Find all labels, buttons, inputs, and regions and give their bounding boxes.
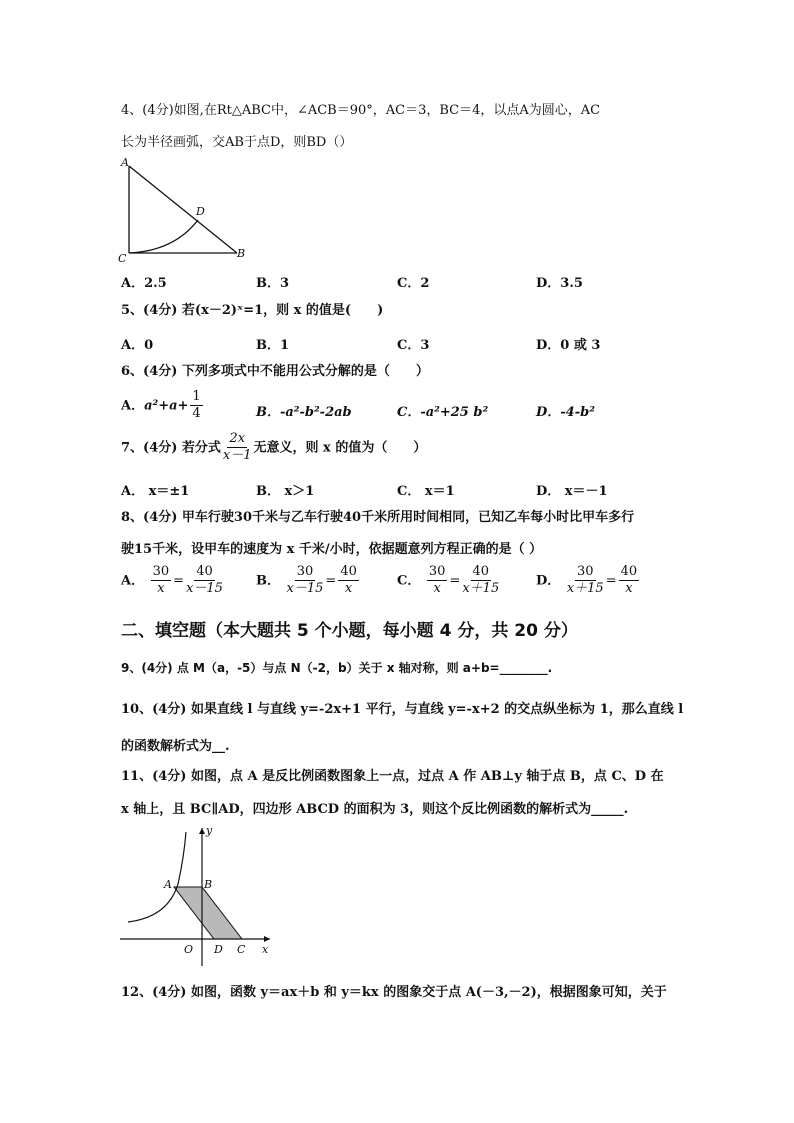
q8-d-ln: 30 xyxy=(575,565,596,581)
q8-d-ld: x＋15 xyxy=(566,581,604,597)
q5-option-b[interactable]: B．1 xyxy=(256,338,290,353)
q6-a-fraction xyxy=(190,390,202,422)
q10-line1: 10、(4分) 如果直线 l 与直线 y=-2x+1 平行，与直线 y=-x+2 的交点纵坐标为 1，那么直线 l xyxy=(121,702,684,717)
q8-b-rn: 40 xyxy=(338,565,359,581)
q6-text: 6、(4分) 下列多项式中不能用公式分解的是（ ） xyxy=(121,364,429,379)
q8-a-label: A． xyxy=(121,573,145,589)
q6-a-expr: a²+a+ xyxy=(144,398,189,414)
q4-triangle-figure xyxy=(112,156,262,266)
q4-line2: 长为半径画弧，交AB于点D，则BD（） xyxy=(121,135,353,150)
q7-den: x－1 xyxy=(222,448,252,464)
q8-option-a[interactable] xyxy=(121,565,225,597)
q6-option-b[interactable]: B．-a²-b²-2ab xyxy=(256,405,352,420)
q4-line1: 4、(4分)如图,在Rt△ABC中，∠ACB＝90°，AC＝3，BC＝4，以点A为圆心，AC xyxy=(121,103,601,118)
q4-option-b[interactable]: B．3 xyxy=(256,276,290,291)
q10-line2: 的函数解析式为__. xyxy=(121,739,230,754)
q8-a-rd: x－15 xyxy=(186,581,223,597)
section-2-heading: 二、填空题（本大题共 5 个小题，每小题 4 分，共 20 分） xyxy=(121,621,578,641)
q6-a-den: 4 xyxy=(192,406,201,422)
q7-pre: 7、(4分) 若分式 xyxy=(121,440,221,456)
q6-option-a[interactable] xyxy=(121,390,205,422)
q12-text: 12、(4分) 如图，函数 y＝ax＋b 和 y＝kx 的图象交于点 A(－3,－2)，根据图象可知，关于 xyxy=(121,985,667,1000)
q5-option-c[interactable]: C．3 xyxy=(397,338,430,353)
label-a: A xyxy=(164,878,172,891)
arc-cd xyxy=(129,220,198,253)
shaded-parallelogram xyxy=(174,887,242,939)
q8-b-ld: x－15 xyxy=(286,581,324,597)
q8-b-label: B． xyxy=(256,573,280,589)
q4-option-d[interactable]: D．3.5 xyxy=(536,276,583,291)
q11-line1: 11、(4分) 如图，点 A 是反比例函数图象上一点，过点 A 作 AB⊥y 轴于点 B，点 C、D 在 xyxy=(121,769,664,784)
q11-hyperbola-figure xyxy=(116,822,281,970)
label-d: D xyxy=(196,205,205,218)
q8-b-ln: 30 xyxy=(295,565,316,581)
label-b: B xyxy=(237,247,246,260)
q8-d-rn: 40 xyxy=(619,565,640,581)
q6-option-c[interactable]: C．-a²+25 b² xyxy=(397,405,489,420)
x-axis-arrow xyxy=(264,936,270,942)
y-axis-arrow xyxy=(199,828,205,834)
q8-option-c[interactable] xyxy=(397,565,501,597)
label-d: D xyxy=(214,943,223,956)
label-a: A xyxy=(121,156,129,169)
q7-fraction xyxy=(223,432,252,464)
q8-a-eq: = xyxy=(173,573,185,589)
label-y: y xyxy=(206,824,213,837)
q8-a-rn: 40 xyxy=(194,565,215,581)
q8-a-ln: 30 xyxy=(151,565,172,581)
q8-a-right-fraction xyxy=(186,565,223,597)
q8-c-label: C． xyxy=(397,573,421,589)
label-b: B xyxy=(204,878,213,891)
label-x: x xyxy=(262,943,269,956)
q8-c-rn: 40 xyxy=(471,565,492,581)
q8-b-eq: = xyxy=(325,573,337,589)
q8-c-right-fraction xyxy=(462,565,499,597)
q4-option-a[interactable]: A．2.5 xyxy=(121,276,167,291)
label-c: C xyxy=(118,252,127,265)
q8-c-ln: 30 xyxy=(427,565,448,581)
q7-option-b[interactable]: B． x＞1 xyxy=(256,484,315,499)
q8-option-d[interactable] xyxy=(536,565,641,597)
q8-d-eq: = xyxy=(605,573,617,589)
q8-option-b[interactable] xyxy=(256,565,361,597)
q7-post: 无意义，则 x 的值为（ ） xyxy=(253,440,427,456)
q7-text xyxy=(121,432,426,464)
q8-b-left-fraction xyxy=(287,565,324,597)
q8-b-right-fraction xyxy=(338,565,359,597)
q6-a-num: 1 xyxy=(190,390,202,406)
q8-c-left-fraction xyxy=(427,565,448,597)
q8-line1: 8、(4分) 甲车行驶30千米与乙车行驶40千米所用时间相同，已知乙车每小时比甲车多行 xyxy=(121,510,635,525)
q9-text: 9、(4分) 点 M（a，-5）与点 N（-2，b）关于 x 轴对称，则 a+b=________. xyxy=(121,661,553,675)
q11-line2: x 轴上，且 BC∥AD，四边形 ABCD 的面积为 3，则这个反比例函数的解析式为_____. xyxy=(121,802,629,817)
q4-option-c[interactable]: C．2 xyxy=(397,276,430,291)
q6-a-label: A． xyxy=(121,398,145,414)
q8-line2: 驶15千米，设甲车的速度为 x 千米/小时，依据题意列方程正确的是（ ） xyxy=(121,542,543,557)
label-c: C xyxy=(237,943,246,956)
q8-b-rd: x xyxy=(344,581,353,597)
q8-c-eq: = xyxy=(449,573,461,589)
q8-c-rd: x＋15 xyxy=(462,581,500,597)
q8-a-ld: x xyxy=(157,581,165,597)
q8-d-left-fraction xyxy=(567,565,604,597)
q8-d-rd: x xyxy=(625,581,633,597)
q6-option-d[interactable]: D．-4-b² xyxy=(536,405,595,420)
q8-c-ld: x xyxy=(433,581,441,597)
q8-d-right-fraction xyxy=(619,565,640,597)
q5-option-d[interactable]: D．0 或 3 xyxy=(536,338,601,353)
hyperbola-curve xyxy=(128,832,186,922)
q7-num: 2x xyxy=(227,432,247,448)
label-o: O xyxy=(184,943,194,956)
q8-d-label: D． xyxy=(536,573,561,589)
q7-option-c[interactable]: C． x＝1 xyxy=(397,484,455,499)
q5-option-a[interactable]: A．0 xyxy=(121,338,154,353)
q7-option-a[interactable]: A． x＝±1 xyxy=(121,484,190,499)
q7-option-d[interactable]: D． x＝－1 xyxy=(536,484,608,499)
q8-a-left-fraction xyxy=(151,565,172,597)
side-ab xyxy=(129,166,237,253)
q5-text: 5、(4分) 若(x－2)ˣ=1，则 x 的值是( ) xyxy=(121,303,384,318)
